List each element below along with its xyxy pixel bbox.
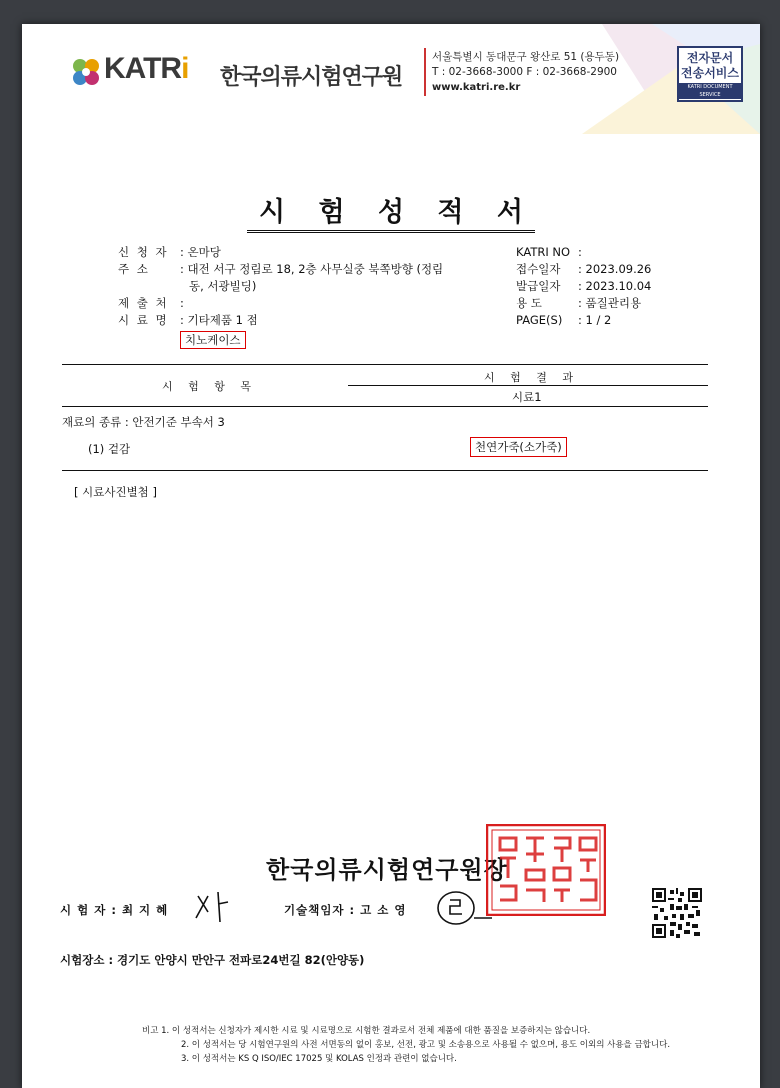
- table-header-rule: [62, 406, 708, 407]
- official-seal-stamp: [486, 824, 606, 916]
- report-meta: KATRI NO : 접수일자 : 2023.09.26 발급일자 : 2023.10.04 용 도 : 품질관리용 PAGE(S) : 1 / 2: [516, 245, 652, 327]
- col-header-test-result: 시 험 결 과: [484, 371, 579, 384]
- col-header-test-item: 시 험 항 목: [162, 380, 257, 393]
- remark-3: 3. 이 성적서는 KS Q ISO/IEC 17025 및 KOLAS 인정과 관련이 없습니다.: [181, 1054, 457, 1064]
- test-item-outer: (1) 겉감: [88, 442, 131, 456]
- e-document-service-badge: 전자문서 전송서비스 KATRI DOCUMENT SERVICE: [677, 46, 743, 102]
- logo-wordmark: KATRi: [104, 52, 189, 85]
- header-phone: T : 02-3668-3000 F : 02-3668-2900: [432, 66, 617, 78]
- tech-manager-signature-line: 기술책임자 : 고 소 영: [284, 903, 407, 917]
- document-title: 시 험 성 적 서: [22, 190, 760, 229]
- table-top-rule: [62, 364, 708, 365]
- header-contact-info: [432, 50, 619, 95]
- issuer-organization: 한국의류시험연구원장: [266, 856, 508, 884]
- table-bottom-rule: [62, 470, 708, 471]
- header-divider: [424, 48, 426, 96]
- sample-name-highlight: 치노케이스: [180, 331, 246, 349]
- applicant-info: 신 청 자 : 온마당 주 소 : 대전 서구 정림로 18, 2층 사무실중 북쪽방향 (정림 동, 서광빌딩) 제 출 처 : 시 료 명 : 기타제품 1 점 치노케이스: [118, 245, 444, 347]
- document-page: [22, 24, 760, 1088]
- tech-manager-handwritten-signature: [434, 888, 494, 928]
- tester-handwritten-signature: [192, 890, 232, 924]
- remark-2: 2. 이 성적서는 당 시험연구원의 사전 서면동의 없이 홍보, 선전, 광고 및 소송용으로 사용될 수 없으며, 용도 이외의 사용을 금합니다.: [181, 1040, 671, 1050]
- col-header-sample1: 시료1: [512, 390, 542, 404]
- test-result-highlight: 천연가죽(소가죽): [470, 437, 567, 457]
- material-type-row: 재료의 종류 : 안전기준 부속서 3: [62, 415, 225, 429]
- header-website[interactable]: www.katri.re.kr: [432, 82, 521, 93]
- remarks: [142, 1024, 670, 1066]
- logo-korean-name: 한국의류시험연구원: [220, 65, 403, 90]
- qr-code-icon[interactable]: [652, 888, 702, 938]
- tester-signature-line: 시 험 자 : 최 지 혜: [60, 903, 169, 917]
- photo-attached-note: [ 시료사진별첨 ]: [74, 485, 157, 499]
- header-address: 서울특별시 동대문구 왕산로 51 (용두동): [432, 51, 620, 63]
- remark-1: 비고 1. 이 성적서는 신청자가 제시한 시료 및 시료명으로 시험한 결과로서 전체 제품에 대한 품질을 보증하지는 않습니다.: [142, 1026, 591, 1036]
- table-sub-rule: [348, 385, 708, 386]
- katri-logo-icon: [72, 58, 100, 86]
- test-location: 시험장소 : 경기도 안양시 만안구 전파로24번길 82(안양동): [60, 953, 365, 967]
